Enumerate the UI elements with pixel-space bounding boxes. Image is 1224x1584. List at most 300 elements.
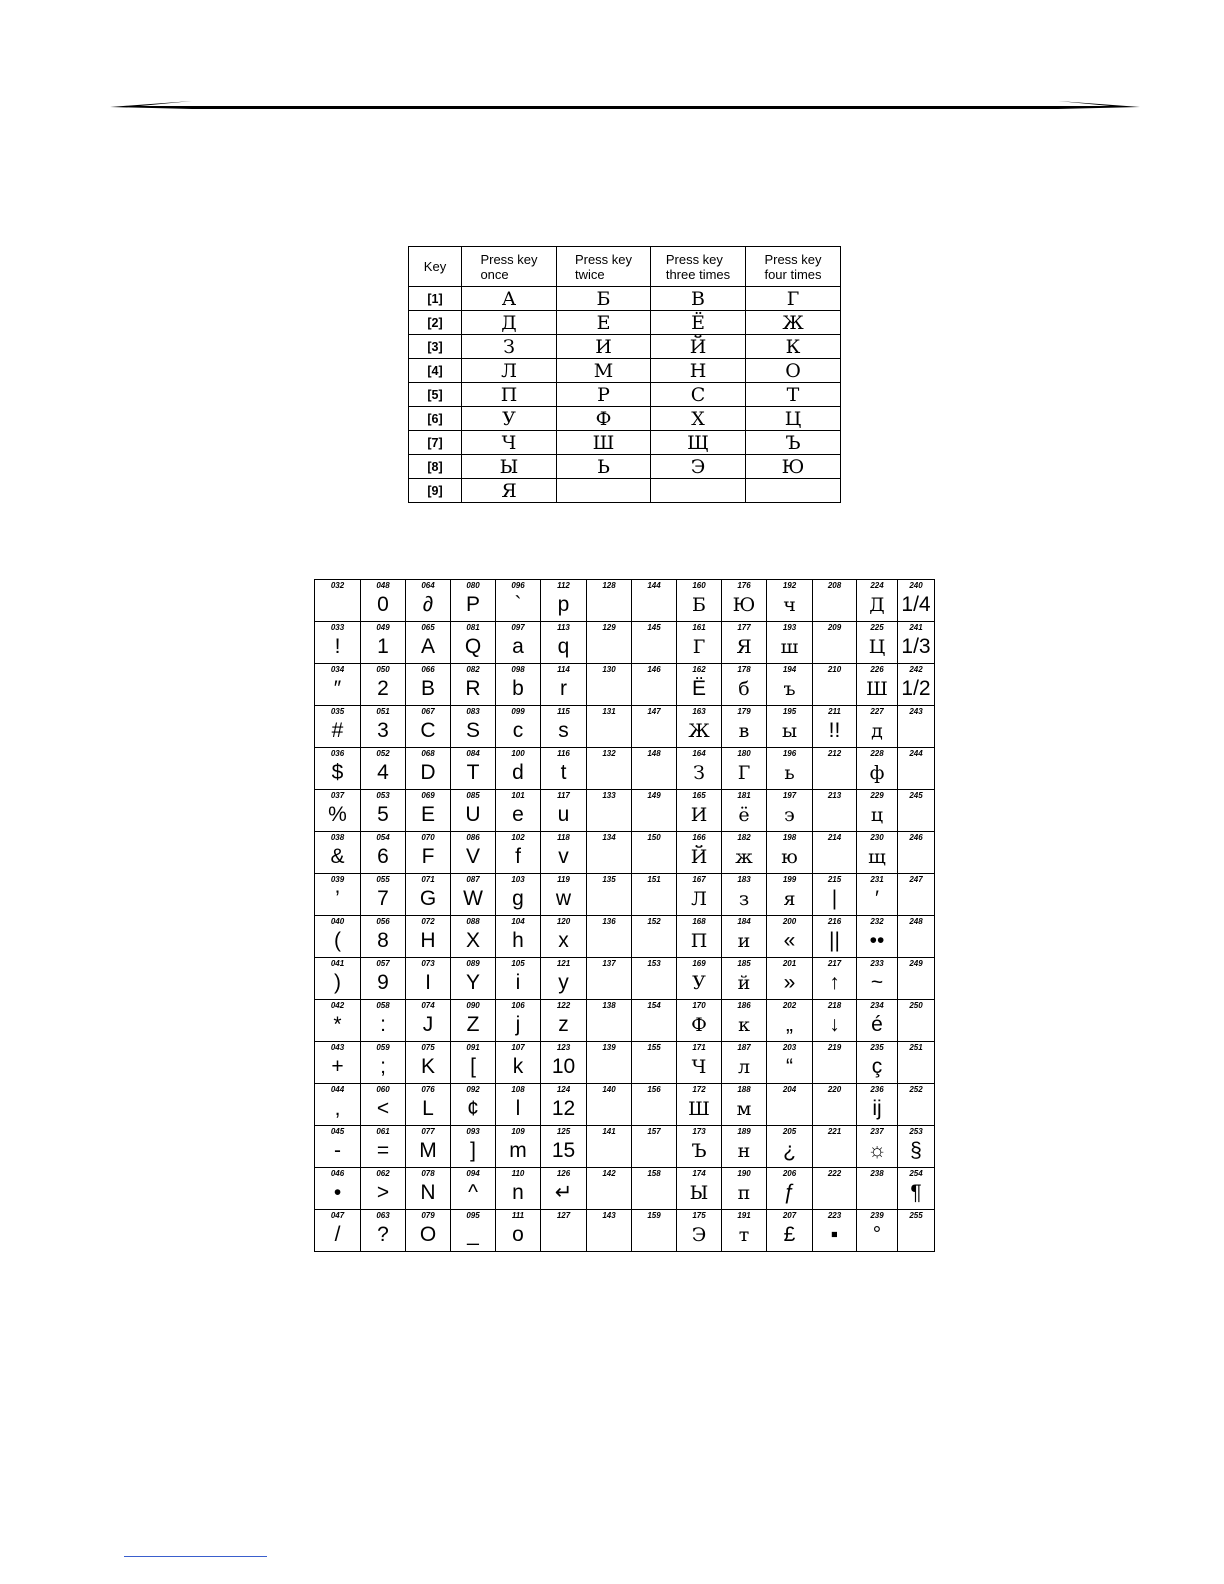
- char-cell: [632, 1084, 677, 1126]
- char-cell: [722, 664, 767, 706]
- char-code: 074: [421, 1001, 435, 1010]
- char-cell: [451, 916, 496, 958]
- char-cell: [496, 622, 541, 664]
- char-cell: [361, 580, 406, 622]
- char-code: 181: [737, 791, 751, 800]
- char-glyph: I: [425, 971, 431, 994]
- char-code: 224: [870, 581, 884, 590]
- char-cell: [406, 1000, 451, 1042]
- char-glyph: s: [558, 719, 569, 742]
- char-code: 108: [511, 1085, 525, 1094]
- char-code: 063: [376, 1211, 390, 1220]
- char-cell: [813, 580, 857, 622]
- char-glyph: p: [557, 593, 570, 616]
- char-glyph: >: [376, 1181, 390, 1204]
- char-cell: [541, 1000, 587, 1042]
- char-cell: [722, 706, 767, 748]
- char-cell: [677, 1084, 722, 1126]
- char-cell: [767, 1042, 813, 1084]
- char-code: 080: [466, 581, 480, 590]
- char-cell: [587, 958, 632, 1000]
- char-code: 214: [827, 833, 842, 842]
- char-cell: [857, 1042, 898, 1084]
- char-glyph: c: [512, 719, 524, 742]
- char-cell: [541, 706, 587, 748]
- char-code: 055: [376, 875, 390, 884]
- char-cell: [767, 874, 813, 916]
- key-press-character: Х: [651, 407, 746, 431]
- char-code: 227: [870, 707, 884, 716]
- char-cell: [451, 790, 496, 832]
- key-press-character: С: [651, 383, 746, 407]
- char-cell: [722, 916, 767, 958]
- char-code: 225: [870, 623, 884, 632]
- char-cell: [722, 832, 767, 874]
- char-cell: [767, 1000, 813, 1042]
- char-cell: [813, 1126, 857, 1168]
- char-glyph: „: [786, 1013, 793, 1036]
- char-code: 043: [330, 1043, 345, 1052]
- char-code: 202: [782, 1001, 797, 1010]
- char-glyph: Ч: [691, 1056, 707, 1078]
- char-code: 176: [737, 581, 751, 590]
- char-cell: [767, 664, 813, 706]
- char-glyph: П: [690, 930, 708, 952]
- char-cell: [767, 958, 813, 1000]
- char-cell: [587, 748, 632, 790]
- char-code: 036: [330, 749, 345, 758]
- char-cell: [898, 748, 935, 790]
- char-cell: [361, 706, 406, 748]
- char-glyph: ∂: [422, 593, 434, 616]
- char-cell: [587, 916, 632, 958]
- char-cell: [587, 1210, 632, 1252]
- char-cell: [898, 832, 935, 874]
- char-code: 244: [909, 749, 923, 758]
- key-press-character: Н: [651, 359, 746, 383]
- char-code: 232: [870, 917, 884, 926]
- char-glyph: *: [333, 1013, 342, 1036]
- char-code: 062: [376, 1169, 390, 1178]
- char-cell: [677, 832, 722, 874]
- char-code: 143: [602, 1211, 616, 1220]
- char-code: 248: [909, 917, 923, 926]
- char-glyph: !!: [828, 719, 841, 742]
- key-label: [4]: [409, 359, 462, 383]
- char-glyph: O: [419, 1223, 437, 1246]
- char-glyph: Б: [692, 594, 706, 616]
- char-cell: [632, 874, 677, 916]
- char-cell: [632, 664, 677, 706]
- char-code: 049: [376, 623, 390, 632]
- char-cell: [587, 1168, 632, 1210]
- char-cell: [898, 664, 935, 706]
- char-glyph: J: [422, 1013, 434, 1036]
- char-glyph: A: [420, 635, 435, 658]
- char-cell: [632, 748, 677, 790]
- char-glyph: m: [509, 1139, 527, 1162]
- char-code: 255: [909, 1211, 923, 1220]
- key-press-character: [651, 479, 746, 503]
- char-code: 154: [647, 1001, 661, 1010]
- char-cell: [898, 1126, 935, 1168]
- char-cell: [813, 1084, 857, 1126]
- header-label: Press key twice: [574, 251, 633, 282]
- char-glyph: ё: [738, 804, 750, 826]
- char-code: 208: [827, 581, 842, 590]
- char-cell: [361, 1000, 406, 1042]
- char-glyph: Ю: [732, 594, 756, 616]
- char-glyph: Y: [465, 971, 480, 994]
- char-glyph: ю: [781, 846, 798, 868]
- char-cell: [898, 874, 935, 916]
- char-table-row: [315, 958, 935, 1000]
- char-cell: [813, 706, 857, 748]
- char-cell: [406, 916, 451, 958]
- char-cell: [361, 1168, 406, 1210]
- char-code: 125: [556, 1127, 571, 1136]
- char-cell: [496, 664, 541, 706]
- char-glyph: Д: [869, 594, 885, 616]
- char-cell: [541, 622, 587, 664]
- char-glyph: |: [831, 887, 838, 910]
- char-cell: [677, 1042, 722, 1084]
- char-code: 249: [909, 959, 923, 968]
- char-glyph: 1/2: [901, 677, 931, 700]
- char-cell: [406, 1210, 451, 1252]
- char-glyph: й: [737, 972, 751, 994]
- char-cell: [767, 916, 813, 958]
- char-cell: [315, 748, 361, 790]
- char-glyph: Ц: [868, 636, 886, 658]
- char-code: 050: [376, 665, 390, 674]
- key-table-header-cell: [462, 247, 557, 287]
- char-table-row: [315, 1084, 935, 1126]
- key-press-character: О: [746, 359, 841, 383]
- keypad-character-table: [408, 246, 841, 503]
- char-glyph: Ж: [688, 720, 710, 742]
- char-glyph: [: [470, 1055, 476, 1078]
- char-code: 253: [909, 1127, 923, 1136]
- char-cell: [898, 706, 935, 748]
- key-label: [2]: [409, 311, 462, 335]
- char-cell: [315, 958, 361, 1000]
- key-press-character: З: [462, 335, 557, 359]
- char-cell: [361, 958, 406, 1000]
- char-cell: [767, 622, 813, 664]
- char-code: 203: [782, 1043, 797, 1052]
- char-code: 048: [376, 581, 390, 590]
- char-cell: [813, 1000, 857, 1042]
- key-press-character: Ф: [557, 407, 651, 431]
- char-code: 057: [376, 959, 390, 968]
- char-cell: [677, 1126, 722, 1168]
- char-code: 206: [782, 1169, 797, 1178]
- char-code: 072: [421, 917, 435, 926]
- char-code: 242: [909, 665, 923, 674]
- key-press-character: Ц: [746, 407, 841, 431]
- key-press-character: [557, 479, 651, 503]
- char-cell: [451, 832, 496, 874]
- key-label: [5]: [409, 383, 462, 407]
- char-cell: [632, 1000, 677, 1042]
- char-cell: [451, 958, 496, 1000]
- key-label: [7]: [409, 431, 462, 455]
- char-code: 098: [511, 665, 525, 674]
- char-glyph: z: [558, 1013, 569, 1036]
- char-glyph: ц: [870, 804, 884, 826]
- char-cell: [677, 1168, 722, 1210]
- char-glyph: Ъ: [691, 1140, 707, 1162]
- char-glyph: ″: [333, 677, 342, 700]
- char-code: 219: [827, 1043, 842, 1052]
- key-press-character: Ш: [557, 431, 651, 455]
- char-glyph: 12: [551, 1097, 576, 1120]
- char-glyph: _: [467, 1223, 479, 1246]
- char-code: 174: [692, 1169, 706, 1178]
- key-press-character: Р: [557, 383, 651, 407]
- char-code: 250: [909, 1001, 923, 1010]
- char-code: 068: [421, 749, 435, 758]
- char-glyph: o: [512, 1223, 524, 1246]
- char-code: 155: [647, 1043, 661, 1052]
- char-glyph: :: [380, 1013, 386, 1036]
- key-press-character: Е: [557, 311, 651, 335]
- char-glyph: Г: [737, 762, 751, 784]
- char-glyph: G: [419, 887, 437, 910]
- char-cell: [451, 1042, 496, 1084]
- char-code: 106: [511, 1001, 525, 1010]
- char-cell: [767, 706, 813, 748]
- char-code: 231: [870, 875, 884, 884]
- char-table-row: [315, 664, 935, 706]
- char-glyph: d: [512, 761, 524, 784]
- char-cell: [857, 790, 898, 832]
- char-cell: [541, 1210, 587, 1252]
- char-cell: [767, 832, 813, 874]
- char-glyph: ): [334, 971, 341, 994]
- char-glyph: ¿: [783, 1139, 796, 1162]
- char-glyph: ]: [470, 1139, 476, 1162]
- char-cell: [451, 1210, 496, 1252]
- char-cell: [632, 1126, 677, 1168]
- char-code: 198: [782, 833, 797, 842]
- char-code: 173: [692, 1127, 706, 1136]
- char-glyph: У: [692, 972, 706, 994]
- char-cell: [722, 1168, 767, 1210]
- char-code: 097: [511, 623, 525, 632]
- char-cell: [813, 748, 857, 790]
- char-glyph: P: [465, 593, 480, 616]
- char-glyph: “: [786, 1055, 793, 1078]
- char-cell: [898, 1084, 935, 1126]
- char-code: 190: [737, 1169, 751, 1178]
- char-code: 254: [909, 1169, 923, 1178]
- char-cell: [813, 664, 857, 706]
- char-code: 240: [909, 581, 923, 590]
- char-code: 091: [466, 1043, 480, 1052]
- key-table-header-row: [409, 247, 841, 287]
- char-code: 175: [692, 1211, 706, 1220]
- key-press-character: К: [746, 335, 841, 359]
- char-code: 067: [421, 707, 435, 716]
- char-code: 194: [782, 665, 797, 674]
- char-glyph: X: [465, 929, 480, 952]
- char-cell: [898, 622, 935, 664]
- char-cell: [587, 832, 632, 874]
- char-cell: [315, 790, 361, 832]
- char-code: 112: [557, 581, 570, 590]
- key-press-character: Й: [651, 335, 746, 359]
- char-glyph: Ш: [866, 678, 888, 700]
- char-cell: [315, 832, 361, 874]
- char-cell: [406, 832, 451, 874]
- char-glyph: u: [557, 803, 570, 826]
- char-glyph: И: [690, 804, 708, 826]
- header-rule: [110, 96, 1140, 116]
- char-cell: [813, 958, 857, 1000]
- key-press-character: Г: [746, 287, 841, 311]
- char-glyph: £: [783, 1223, 796, 1246]
- char-cell: [632, 832, 677, 874]
- char-cell: [315, 1168, 361, 1210]
- char-glyph: Ф: [691, 1014, 707, 1036]
- char-glyph: U: [465, 803, 481, 826]
- char-cell: [767, 1210, 813, 1252]
- char-code: 123: [556, 1043, 571, 1052]
- char-cell: [587, 706, 632, 748]
- char-cell: [813, 1210, 857, 1252]
- char-code: 153: [647, 959, 661, 968]
- char-cell: [677, 748, 722, 790]
- char-code: 128: [602, 581, 616, 590]
- char-code: 200: [782, 917, 797, 926]
- char-glyph: +: [331, 1055, 344, 1078]
- char-glyph: ь: [784, 762, 795, 784]
- char-code: 195: [782, 707, 797, 716]
- char-cell: [813, 1168, 857, 1210]
- char-code: 157: [647, 1127, 661, 1136]
- char-code: 183: [737, 875, 751, 884]
- char-code: 132: [602, 749, 616, 758]
- char-cell: [541, 1042, 587, 1084]
- char-table-row: [315, 916, 935, 958]
- char-glyph: ,: [334, 1097, 341, 1120]
- char-code: 042: [330, 1001, 345, 1010]
- key-press-character: Б: [557, 287, 651, 311]
- char-glyph: 6: [377, 845, 389, 868]
- key-press-character: В: [651, 287, 746, 311]
- key-press-character: Ъ: [746, 431, 841, 455]
- char-code: 220: [827, 1085, 842, 1094]
- char-cell: [496, 1210, 541, 1252]
- footer-underline: [124, 1556, 267, 1557]
- char-cell: [315, 580, 361, 622]
- char-glyph: K: [420, 1055, 435, 1078]
- key-press-character: И: [557, 335, 651, 359]
- char-code: 212: [827, 749, 842, 758]
- char-cell: [361, 916, 406, 958]
- char-glyph: ▪: [830, 1223, 839, 1246]
- char-code: 101: [511, 791, 525, 800]
- key-press-character: Ч: [462, 431, 557, 455]
- char-code: 045: [330, 1127, 345, 1136]
- char-code: 164: [692, 749, 706, 758]
- char-code: 168: [692, 917, 706, 926]
- char-cell: [857, 832, 898, 874]
- char-table-row: [315, 706, 935, 748]
- char-cell: [451, 1000, 496, 1042]
- char-cell: [406, 664, 451, 706]
- char-table-row: [315, 1210, 935, 1252]
- char-cell: [898, 1168, 935, 1210]
- char-glyph: D: [420, 761, 436, 784]
- char-glyph: q: [557, 635, 570, 658]
- char-cell: [722, 1084, 767, 1126]
- char-cell: [541, 958, 587, 1000]
- char-code: 056: [376, 917, 390, 926]
- key-table-row: [409, 479, 841, 503]
- key-table-row: [409, 335, 841, 359]
- char-glyph: B: [420, 677, 435, 700]
- char-glyph: Й: [690, 846, 708, 868]
- char-glyph: ||: [829, 929, 840, 952]
- char-cell: [767, 1126, 813, 1168]
- char-cell: [496, 790, 541, 832]
- char-glyph: Z: [466, 1013, 480, 1036]
- char-cell: [496, 874, 541, 916]
- char-code: 158: [647, 1169, 661, 1178]
- char-cell: [813, 832, 857, 874]
- char-cell: [361, 622, 406, 664]
- char-glyph: и: [737, 930, 751, 952]
- char-cell: [496, 1168, 541, 1210]
- char-cell: [722, 874, 767, 916]
- char-code: 071: [421, 875, 435, 884]
- char-cell: [361, 790, 406, 832]
- char-glyph: h: [512, 929, 524, 952]
- char-glyph: Г: [692, 636, 706, 658]
- key-press-character: Ё: [651, 311, 746, 335]
- char-code: 150: [647, 833, 661, 842]
- char-code: 146: [647, 665, 661, 674]
- char-cell: [857, 1126, 898, 1168]
- char-glyph: ъ: [783, 678, 796, 700]
- char-code: 239: [870, 1211, 884, 1220]
- char-cell: [587, 1126, 632, 1168]
- char-code: 088: [466, 917, 480, 926]
- char-code: 070: [421, 833, 435, 842]
- char-cell: [451, 1084, 496, 1126]
- char-code: 144: [647, 581, 661, 590]
- char-code: 251: [909, 1043, 923, 1052]
- char-code: 151: [647, 875, 661, 884]
- char-cell: [632, 790, 677, 832]
- char-cell: [451, 622, 496, 664]
- char-code: 170: [692, 1001, 706, 1010]
- char-code: 060: [376, 1085, 390, 1094]
- char-glyph: ?: [377, 1223, 389, 1246]
- char-code: 159: [647, 1211, 661, 1220]
- char-glyph: »: [783, 971, 796, 994]
- char-code: 178: [737, 665, 751, 674]
- char-glyph: j: [515, 1013, 521, 1036]
- char-code: 113: [557, 623, 570, 632]
- char-cell: [722, 1000, 767, 1042]
- char-cell: [361, 832, 406, 874]
- char-cell: [813, 874, 857, 916]
- key-table-row: [409, 407, 841, 431]
